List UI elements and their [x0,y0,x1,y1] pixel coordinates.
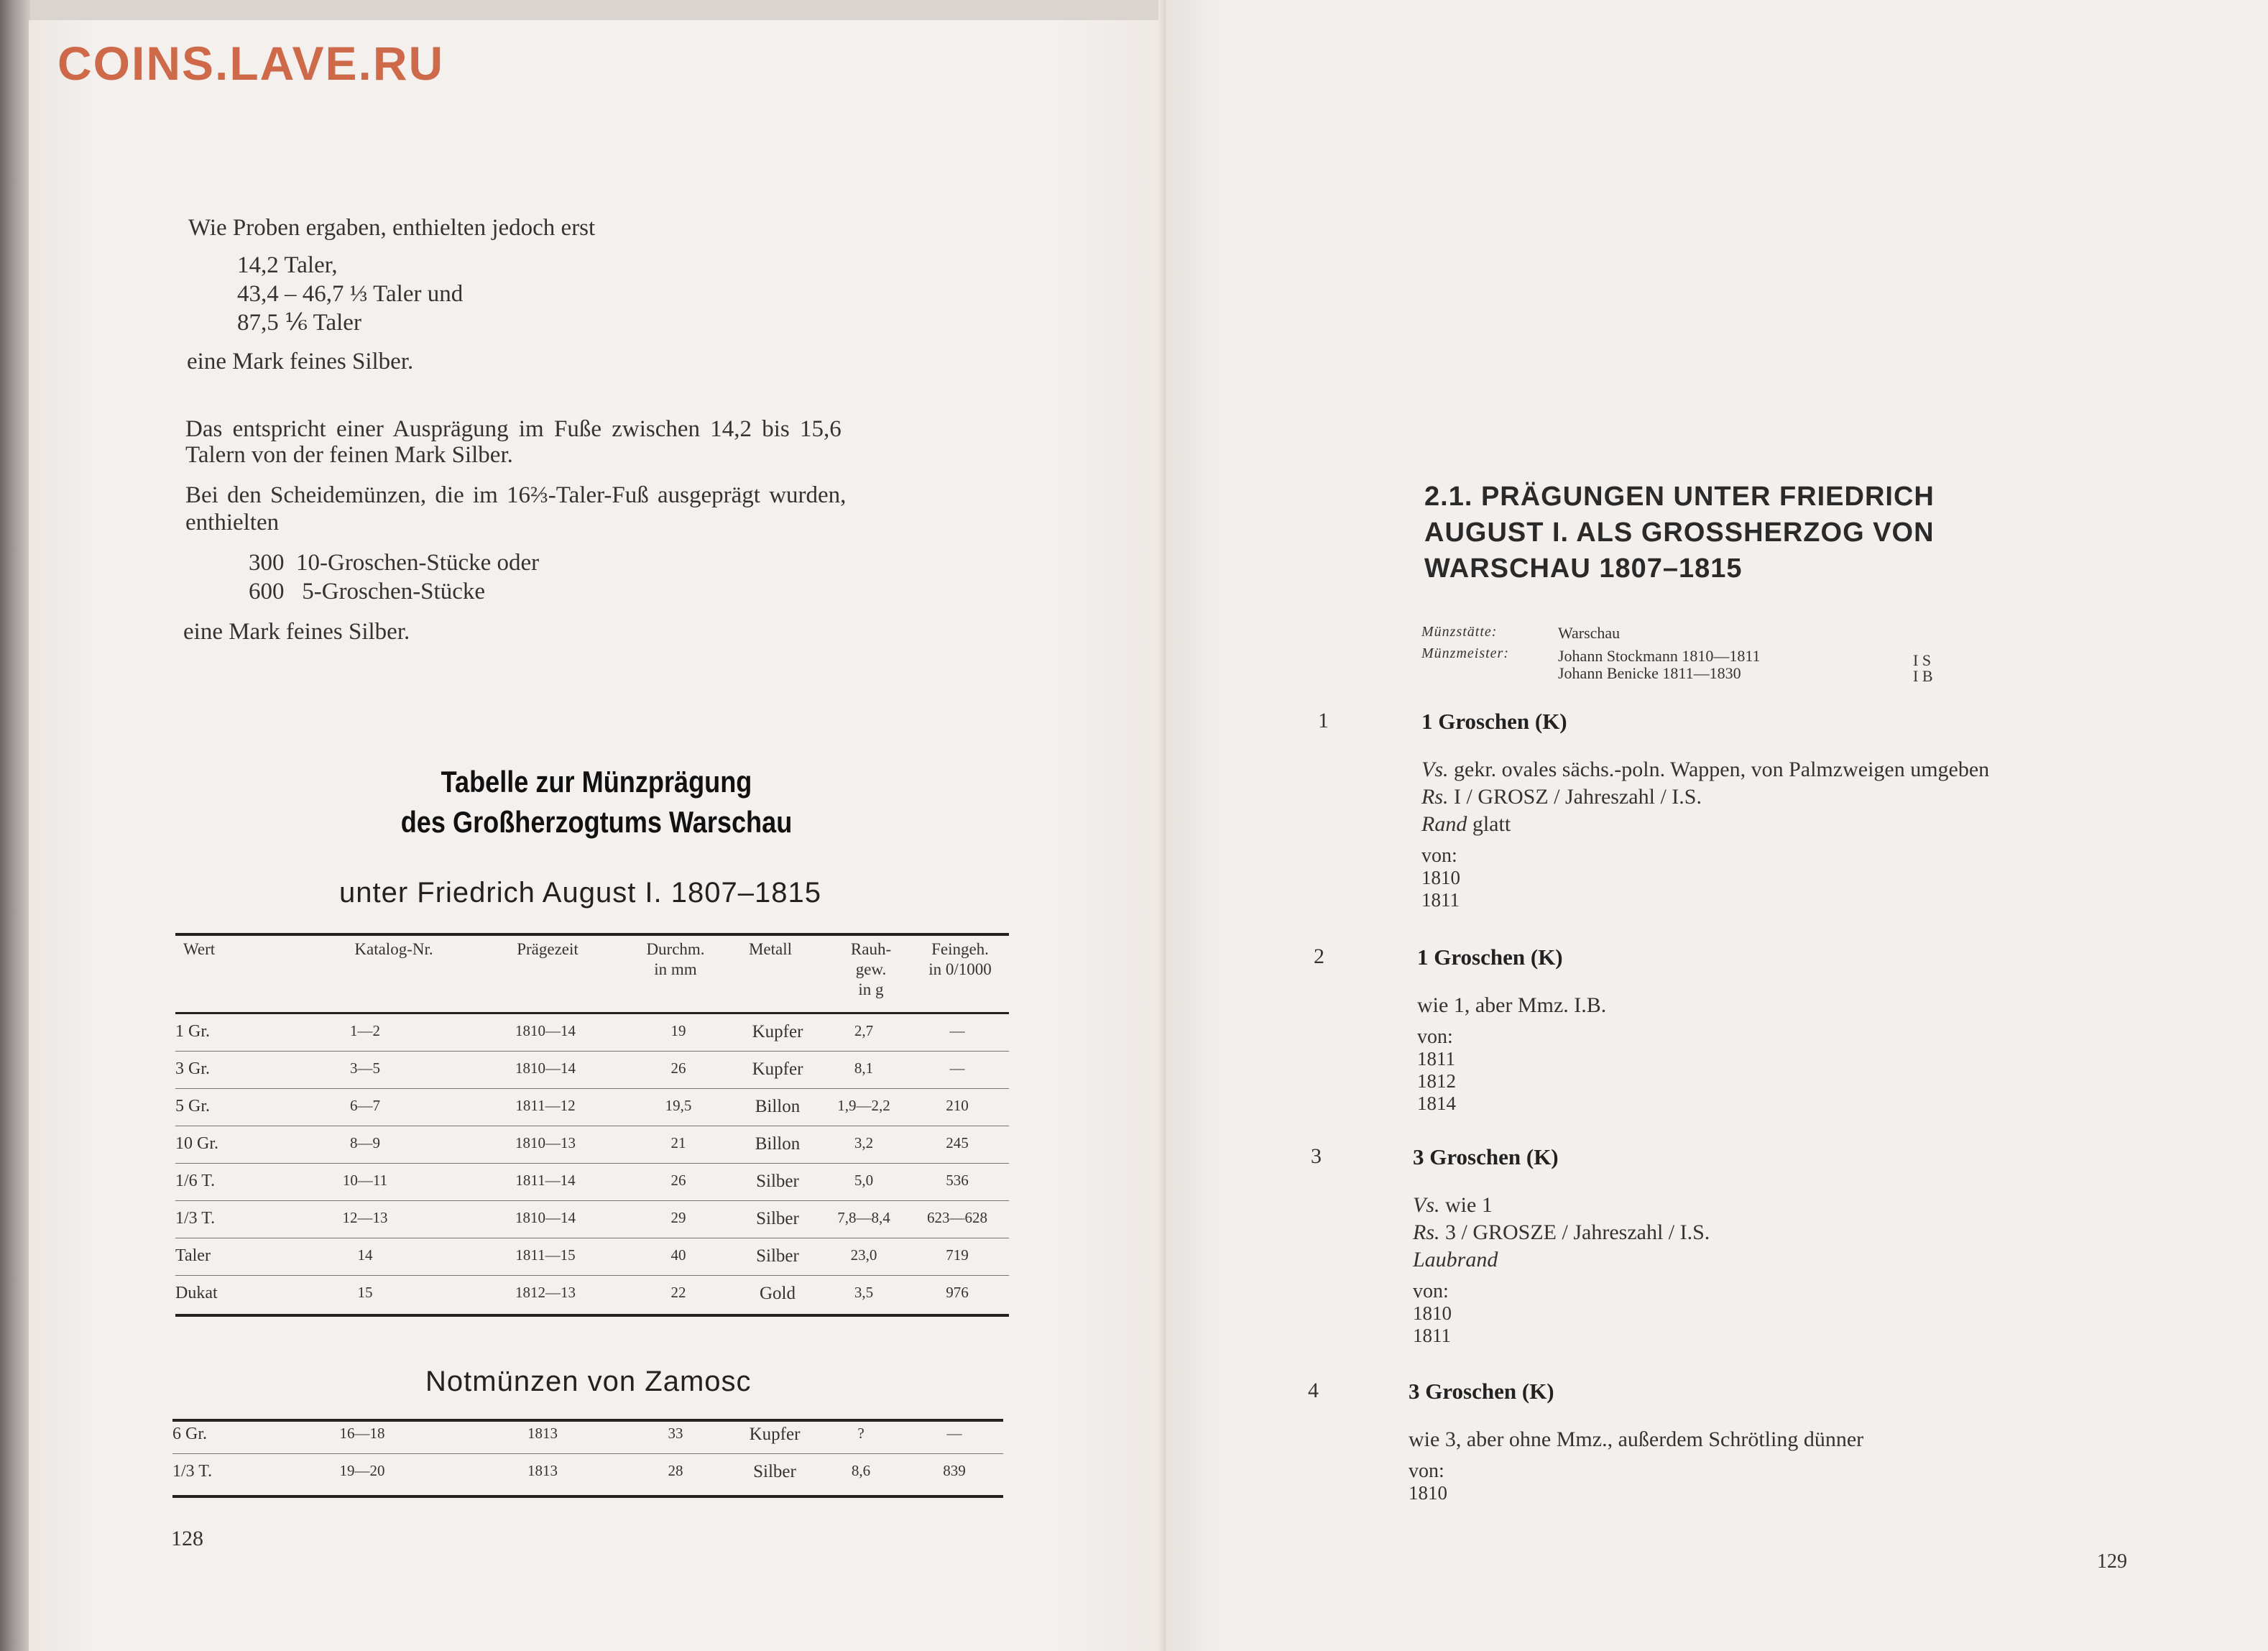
column-header: in g [858,980,884,998]
table-cell: 2,7 [854,1022,874,1039]
book-edge [0,0,30,1651]
section-title-line: AUGUST I. ALS GROSSHERZOG VON [1424,518,1935,548]
table-cell: 22 [670,1284,686,1301]
entry-line [1413,1246,1498,1274]
table-cell: 719 [946,1246,969,1264]
table-cell: Silber [756,1209,799,1228]
table-cell: 839 [943,1462,966,1479]
table-cell: 1,9—2,2 [837,1097,890,1114]
master-mark: I S [1913,651,1932,669]
entry-title: 3 Groschen (K) [1413,1144,1559,1169]
table-cell: 5,0 [854,1172,874,1189]
table-cell: 29 [670,1209,686,1226]
entry-year: 1811 [1413,1325,1451,1346]
table-cell: 10—11 [342,1172,388,1189]
entry-line-text: wie 1, aber Mmz. I.B. [1417,993,1607,1017]
table-cell: 1811—15 [515,1246,576,1264]
column-header: Feingeh. [931,940,989,958]
section-title-line: WARSCHAU 1807–1815 [1424,553,1743,584]
table-cell: 33 [668,1425,683,1442]
table-cell: 1/3 T. [175,1209,216,1228]
row-divider [175,1051,1009,1052]
column-header: Wert [183,940,216,958]
table-cell: 1/6 T. [175,1172,216,1190]
page-number: 128 [171,1527,203,1550]
entry-year: 1810 [1421,867,1460,888]
table-cell: 5 Gr. [175,1097,210,1116]
row-divider [175,1200,1009,1201]
entry-year: 1810 [1409,1482,1447,1504]
entry-line [1413,1192,1493,1219]
table-cell: 1810—13 [515,1134,576,1151]
table-cell: Kupfer [749,1425,801,1444]
table-cell: Kupfer [752,1059,803,1079]
intro-item: 14,2 Taler, [237,252,338,278]
table-cell: 3,2 [854,1134,874,1151]
intro-item: 87,5 ⅙ Taler [237,310,361,336]
table-cell: 16—18 [339,1425,385,1442]
entry-line-label: Vs. [1421,758,1449,781]
table-rule [175,933,1009,936]
table-cell: 21 [670,1134,686,1151]
table-cell: Dukat [175,1284,218,1302]
column-header: Katalog-Nr. [354,940,433,958]
row-divider [172,1453,1003,1454]
entry-line-label: Laubrand [1413,1248,1498,1271]
column-header: in 0/1000 [928,960,992,978]
table-cell: 3—5 [350,1059,380,1077]
entry-line [1409,1426,1863,1453]
table-cell: Billon [755,1134,801,1154]
entry-line [1417,992,1606,1019]
row-divider [175,1163,1009,1164]
entry-line-label: Vs. [1413,1193,1440,1217]
table-cell: 8,1 [854,1059,874,1077]
paragraph-line: Das entspricht einer Ausprägung im Fuße zwischen 14,2 bis 15,6 [185,416,842,442]
table-cell: Silber [756,1246,799,1266]
table-cell: 1 Gr. [175,1022,210,1041]
table-cell: 976 [946,1284,969,1301]
entry-line [1413,1219,1710,1246]
entry-line-text: wie 3, aber ohne Mmz., außerdem Schrötling dünner [1409,1427,1864,1451]
intro-item: 43,4 – 46,7 ⅓ Taler und [237,281,464,307]
table-cell: 19—20 [339,1462,385,1479]
column-header: Durchm. [646,940,705,958]
table-cell: 8—9 [350,1134,380,1151]
row-divider [175,1088,1009,1089]
table-cell: 1813 [527,1462,558,1479]
entry-line-label: Rs. [1413,1220,1440,1244]
entry-line-text: gekr. ovales sächs.-poln. Wappen, von Palmzweigen umgeben [1448,758,1990,781]
table-cell: 6 Gr. [172,1425,207,1443]
column-header: Prägezeit [517,940,578,958]
table-cell: ? [857,1425,865,1442]
table-cell: — [949,1022,965,1039]
table-subtitle: unter Friedrich August I. 1807–1815 [339,877,821,909]
master-name: Johann Stockmann 1810—1811 [1558,647,1761,665]
entry-line-text: wie 1 [1439,1193,1493,1217]
table-cell: 245 [946,1134,969,1151]
table-cell: 7,8—8,4 [837,1209,890,1226]
table-cell: Gold [760,1284,796,1303]
table-cell: 1810—14 [515,1022,576,1039]
table-cell: 23,0 [850,1246,877,1264]
column-header: gew. [855,960,887,978]
table-cell: 1811—12 [515,1097,576,1114]
entry-von: von: [1409,1460,1444,1482]
paragraph-item: 600 5-Groschen-Stücke [249,579,486,604]
entry-title: 1 Groschen (K) [1421,709,1567,734]
table-cell: Silber [756,1172,799,1191]
entry-number: 2 [1314,944,1324,968]
table-cell: 1/3 T. [172,1462,213,1481]
table-cell: 8,6 [851,1462,871,1479]
table-cell: 19 [670,1022,686,1039]
entry-year: 1814 [1417,1093,1456,1114]
table-cell: 536 [946,1172,969,1189]
entry-line-label: Rand [1421,812,1467,836]
entry-number: 1 [1318,709,1329,732]
entry-line [1421,811,1511,838]
table-cell: 623—628 [927,1209,987,1226]
paragraph-line-end: eine Mark feines Silber. [183,619,410,645]
entry-von: von: [1413,1280,1449,1302]
table-cell: 28 [668,1462,683,1479]
table-cell: 6—7 [350,1097,380,1114]
entry-line-text: I / GROSZ / Jahreszahl / I.S. [1448,785,1702,809]
table-cell: 26 [670,1172,686,1189]
row-divider [175,1275,1009,1276]
table-cell: 14 [357,1246,373,1264]
table-cell: — [949,1059,965,1077]
table-cell: 1813 [527,1425,558,1442]
table-cell: Taler [175,1246,211,1265]
entry-line-text: 3 / GROSZE / Jahreszahl / I.S. [1439,1220,1710,1244]
column-header: in mm [654,960,697,978]
column-header: Rauh- [850,940,892,958]
table-cell: Kupfer [752,1022,803,1041]
table-rule [172,1419,1003,1422]
paragraph-line: Talern von der feinen Mark Silber. [185,442,513,468]
table-cell: 19,5 [665,1097,692,1114]
table-cell: 12—13 [342,1209,388,1226]
entry-line-text: glatt [1467,812,1511,836]
master-mark: I B [1913,667,1933,685]
entry-line [1421,756,1989,783]
entry-von: von: [1421,845,1457,867]
table-cell: 1811—14 [515,1172,576,1189]
table-rule [172,1495,1003,1498]
table-cell: 15 [357,1284,373,1301]
table-cell: 1810—14 [515,1209,576,1226]
paragraph-line: enthielten [185,510,280,535]
entry-line-label: Rs. [1421,785,1449,809]
entry-year: 1811 [1421,889,1460,911]
master-name: Johann Benicke 1811—1830 [1558,664,1741,682]
entry-year: 1810 [1413,1302,1452,1324]
table-cell: Silber [753,1462,796,1481]
master-label: Münzmeister: [1421,645,1509,661]
notmuenzen-title: Notmünzen von Zamosc [425,1366,752,1397]
watermark: COINS.LAVE.RU [57,37,445,90]
table-cell: 3 Gr. [175,1059,210,1078]
table-title: Tabelle zur Münzprägung [441,765,752,799]
paragraph-line: Bei den Scheidemünzen, die im 16⅔-Taler-Fuß ausgeprägt wurden, [185,482,847,508]
entry-title: 1 Groschen (K) [1417,944,1563,970]
mint-value: Warschau [1558,624,1621,642]
entry-year: 1812 [1417,1070,1456,1092]
table-cell: 10 Gr. [175,1134,218,1153]
intro-line-end: eine Mark feines Silber. [187,349,414,374]
entry-von: von: [1417,1026,1453,1048]
paragraph-item: 300 10-Groschen-Stücke oder [249,550,540,576]
entry-line [1421,783,1702,811]
section-title-line: 2.1. PRÄGUNGEN UNTER FRIEDRICH [1424,482,1935,512]
table-cell: 1—2 [350,1022,380,1039]
table-cell: 40 [670,1246,686,1264]
table-cell: 1810—14 [515,1059,576,1077]
table-cell: 3,5 [854,1284,874,1301]
entry-number: 4 [1308,1379,1319,1402]
table-cell: 26 [670,1059,686,1077]
entry-title: 3 Groschen (K) [1409,1379,1554,1404]
intro-line: Wie Proben ergaben, enthielten jedoch erst [188,215,596,241]
mint-label: Münzstätte: [1421,624,1498,640]
table-cell: — [946,1425,962,1442]
table-rule [175,1012,1009,1014]
page-number: 129 [2097,1550,2127,1573]
right-page [1166,0,2268,1651]
table-title: des Großherzogtums Warschau [400,805,793,839]
column-header: Metall [748,940,793,958]
entry-year: 1811 [1417,1048,1455,1070]
table-rule [175,1314,1009,1317]
table-cell: Billon [755,1097,801,1116]
entry-number: 3 [1311,1144,1322,1168]
table-cell: 210 [946,1097,969,1114]
table-cell: 1812—13 [515,1284,576,1301]
